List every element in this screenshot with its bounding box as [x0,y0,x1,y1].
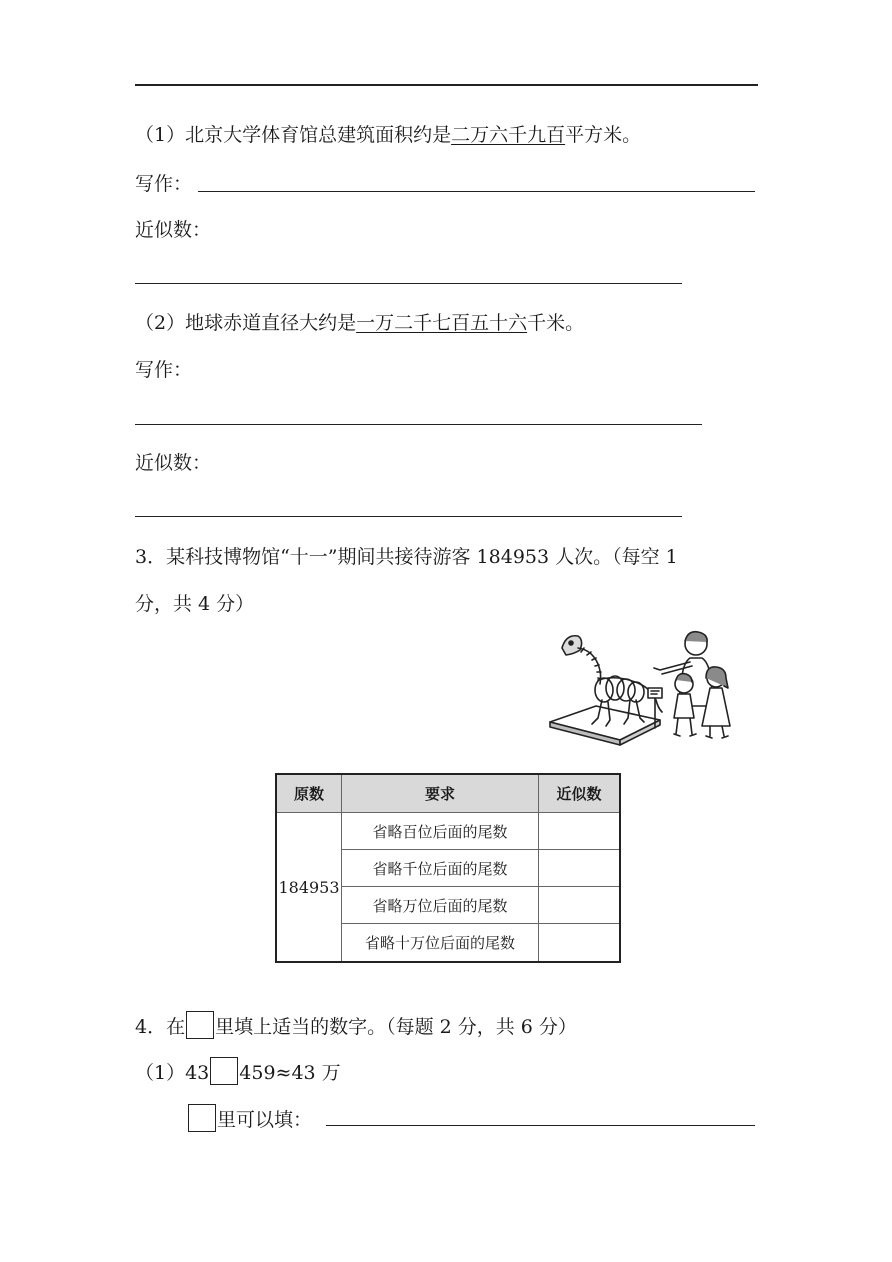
q4-part1-fill: 里可以填： [187,1104,312,1132]
header-approximation: 近似数 [539,774,621,813]
q2-part2-approx-line[interactable] [135,516,682,517]
q2-part1-approx-label: 近似数： [135,219,212,241]
q2-part1-write-label: 写作： [135,173,193,195]
q4-part1: （1）43 459≈43 万 [135,1057,341,1085]
rounding-table [275,773,621,963]
q2-part1-approx-line[interactable] [135,283,682,284]
blank-box-icon [186,1011,214,1039]
approximation-answer-cell[interactable] [539,813,621,850]
header-original-number: 原数 [276,774,342,813]
blank-box-icon [188,1104,216,1132]
digit-blank-box[interactable] [210,1057,238,1085]
requirement-cell: 省略千位后面的尾数 [342,850,539,887]
q2-part2-write-line[interactable] [135,424,702,425]
header-requirement: 要求 [342,774,539,813]
museum-dinosaur-illustration [548,628,738,746]
requirement-cell: 省略十万位后面的尾数 [342,924,539,962]
q2-part2-underlined: 一万二千七百五十六 [356,312,528,334]
q4-instruction: 4．在 里填上适当的数字。（每题 2 分，共 6 分） [135,1011,577,1039]
approximation-answer-cell[interactable] [539,924,621,962]
q2-part2-write-label: 写作： [135,359,193,381]
q2-part2-approx-label: 近似数： [135,452,212,474]
approximation-answer-cell[interactable] [539,850,621,887]
q2-part1-write-line[interactable] [198,191,755,192]
q2-part1-underlined: 二万六千九百 [451,124,566,146]
requirement-cell: 省略万位后面的尾数 [342,887,539,924]
q2-part1: （1）北京大学体育馆总建筑面积约是二万六千九百平方米。 [135,124,642,146]
approximation-answer-cell[interactable] [539,887,621,924]
q2-part2: （2）地球赤道直径大约是一万二千七百五十六千米。 [135,312,585,334]
q3-text-line2: 分，共 4 分） [135,593,255,615]
q3-text-line1: 3．某科技博物馆“十一”期间共接待游客 184953 人次。（每空 1 [135,546,678,568]
requirement-cell: 省略百位后面的尾数 [342,813,539,850]
q4-part1-answer-line[interactable] [326,1125,755,1126]
top-rule [135,84,758,86]
original-number-cell: 184953 [276,813,342,963]
